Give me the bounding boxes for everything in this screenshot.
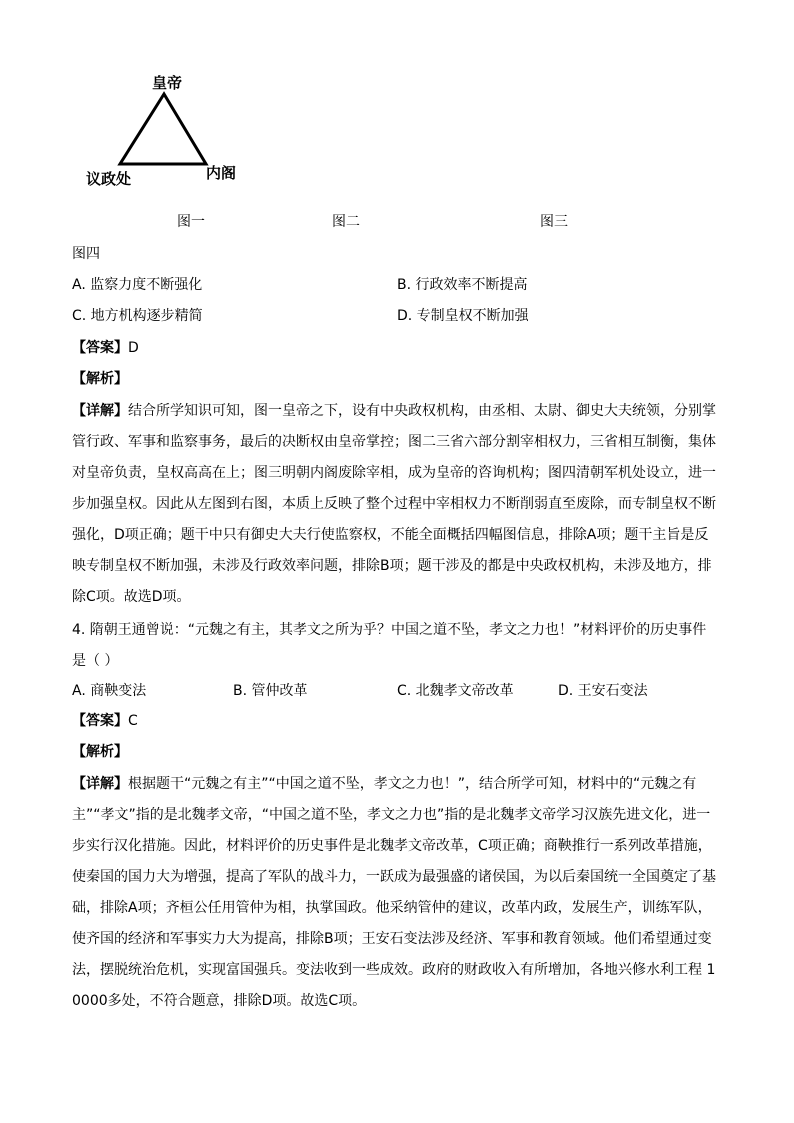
figure-label-4: 图四 [72,246,100,262]
q3-option-b: B. 行政效率不断提高 [397,277,528,293]
q3-detail-text: 结合所学知识可知，图一皇帝之下，设有中央政权机构，由丞相、太尉、御史大夫统领，分别掌管行政、军事和监察事务，最后的决断权由皇帝掌控；图二三省六部分割宰相权力，三省相互制衡，集体对皇帝负责，皇权高高在上；图三明朝内阁废除宰相，成为皇帝的咨询机构；图四清朝军机处设立，进一步加强皇权。因此从左图到右图，本质上反映了整个过程中宰相权力不断削弱直至废除，而专制皇权不断强化，D项正确；题干中只有御史大夫行使监察权，不能全面概括四幅图信息，排除A项；题干主旨是反映专制皇权不断加强，未涉及行政效率问题，排除B项；题干涉及的都是中央政权机构，未涉及地方，排除C项。故选D项。 [72,403,716,605]
q4-answer-line [72,711,138,731]
q3-detail-paragraph [72,396,722,613]
q4-detail-text: 根据题干“元魏之有主”“中国之道不坠，孝文之力也！”，结合所学可知，材料中的“元魏之有主”“孝文”指的是北魏孝文帝，“中国之道不坠，孝文之力也”指的是北魏孝文帝学习汉族先进文化，进一步实行汉化措施。因此，材料评价的历史事件是北魏孝文帝改革，C项正确；商鞅推行一系列改革措施，使秦国的国力大为增强，提高了军队的战斗力，一跃成为最强盛的诸侯国，为以后秦国统一全国奠定了基础，排除A项；齐桓公任用管仲为相，执掌国政。他采纳管仲的建议，改革内政，发展生产，训练军队，使齐国的经济和军事实力大为提高，排除B项；王安石变法涉及经济、军事和教育领域。他们希望通过变法，摆脱统治危机，实现富国强兵。变法收到一些成效。政府的财政收入有所增加，各地兴修水利工程 10000多处，不符合题意，排除D项。故选C项。 [72,776,716,1009]
figure-label-1: 图一 [177,214,205,230]
detail-tag: 【详解】 [72,776,128,792]
q4-analysis-tag: 【解析】 [72,744,128,760]
diagram-label-cabinet: 内阁 [206,164,237,182]
q3-answer-value: D [128,340,139,356]
q3-option-d: D. 专制皇权不断加强 [397,308,529,324]
figure-label-2: 图二 [332,214,360,230]
q4-answer-value: C [128,713,138,729]
q4-option-d: D. 王安石变法 [558,683,648,699]
q3-option-c: C. 地方机构逐步精简 [72,308,203,324]
answer-tag: 【答案】 [72,713,128,729]
triangle-shape [120,94,206,164]
q4-option-a: A. 商鞅变法 [72,683,147,699]
q3-analysis-tag: 【解析】 [72,371,128,387]
q3-answer-line [72,338,139,358]
diagram-label-council: 议政处 [86,170,132,188]
q4-stem-line1: 4. 隋朝王通曾说：“元魏之有主，其孝文之所为乎？中国之道不坠，孝文之力也！”材料评价的历史事件 [72,622,707,638]
figure-label-3: 图三 [540,214,568,230]
detail-tag: 【详解】 [72,403,128,419]
q4-stem-line2: 是（ ） [72,653,119,669]
answer-tag: 【答案】 [72,340,128,356]
q3-option-a: A. 监察力度不断强化 [72,277,203,293]
q4-detail-paragraph [72,769,722,1017]
diagram-label-emperor: 皇帝 [152,74,183,92]
triangle-diagram [112,88,216,170]
q4-option-b: B. 管仲改革 [233,683,308,699]
q4-option-c: C. 北魏孝文帝改革 [397,683,514,699]
